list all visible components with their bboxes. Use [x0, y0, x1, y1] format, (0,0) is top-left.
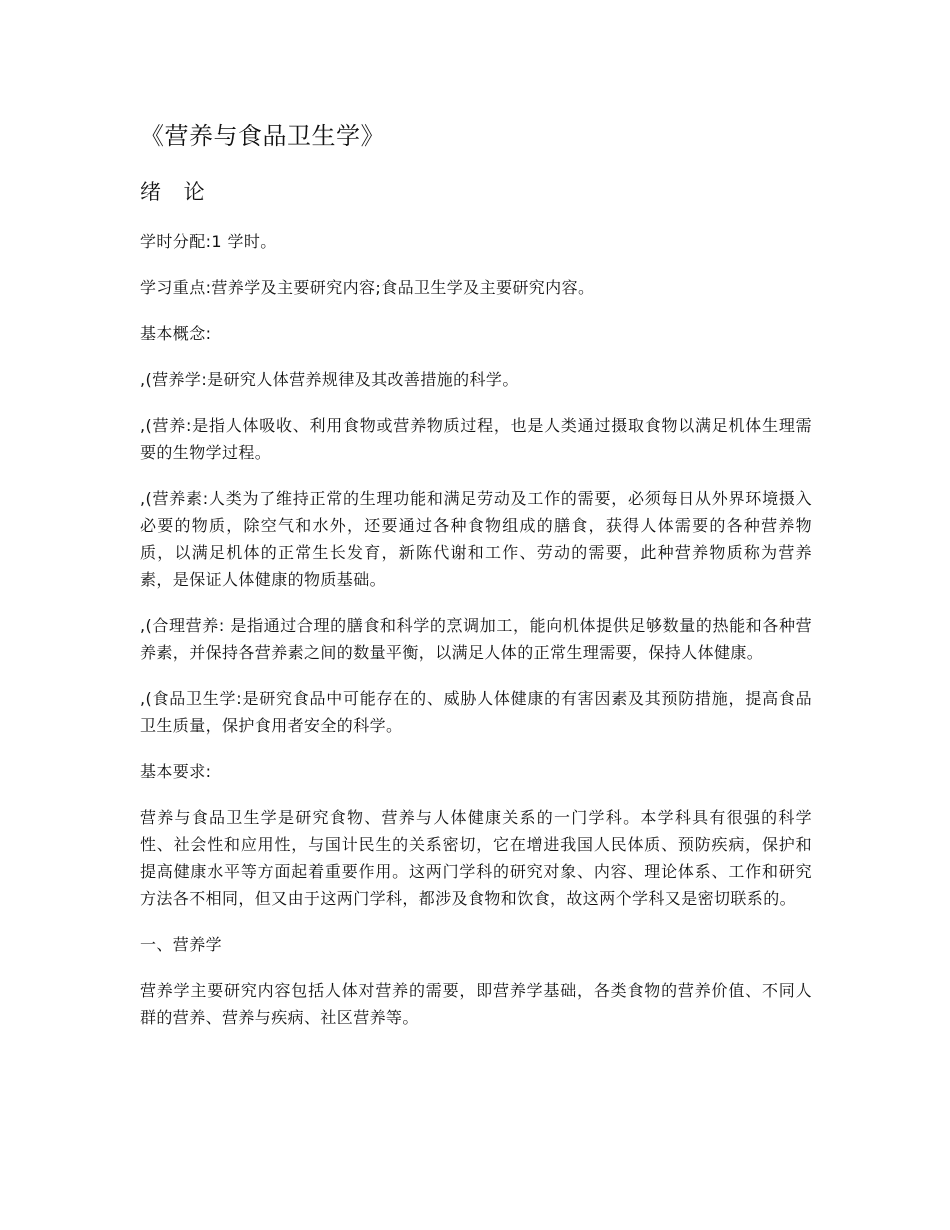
document-page: [140, 118, 812, 1050]
paragraph-nutriology-content: 营养学主要研究内容包括人体对营养的需要，即营养学基础，各类食物的营养价值、不同人群的营养、营养与疾病、社区营养等。: [140, 981, 812, 1027]
paragraph-nutrients: ,(营养素:人类为了维持正常的生理功能和满足劳动及工作的需要，必须每日从外界环境摄入必要的物质，除空气和水外，还要通过各种食物组成的膳食，获得人体需要的各种营养物质，以满足机体的正常生长发育，新陈代谢和工作、劳动的需要，此种营养物质称为营养素，是保证人体健康的物质基础。: [140, 489, 812, 589]
paragraph-basic-concepts-heading: 基本概念:: [140, 324, 212, 343]
section-title: 绪 论: [140, 180, 213, 204]
paragraph-nutrition: ,(营养:是指人体吸收、利用食物或营养物质过程，也是人类通过摄取食物以满足机体生理需要的生物学过程。: [140, 416, 812, 462]
paragraph-rational-nutrition: ,(合理营养: 是指通过合理的膳食和科学的烹调加工，能向机体提供足够数量的热能和各种营养素，并保持各营养素之间的数量平衡，以满足人体的正常生理需要，保持人体健康。: [140, 616, 812, 662]
paragraph-subheading-nutriology: 一、营养学: [140, 935, 223, 954]
paragraph-key-points: 学习重点:营养学及主要研究内容;食品卫生学及主要研究内容。: [140, 278, 595, 297]
paragraph-basic-requirements-heading: 基本要求:: [140, 762, 212, 781]
paragraph-food-hygiene: ,(食品卫生学:是研究食品中可能存在的、威胁人体健康的有害因素及其预防措施，提高食品卫生质量，保护食用者安全的科学。: [140, 689, 812, 735]
paragraph-hours: 学时分配:1 学时。: [140, 232, 277, 251]
paragraph-nutriology: ,(营养学:是研究人体营养规律及其改善措施的科学。: [140, 370, 519, 389]
document-title: 《营养与食品卫生学》: [140, 122, 385, 150]
paragraph-basic-requirements: 营养与食品卫生学是研究食物、营养与人体健康关系的一门学科。本学科具有很强的科学性、社会性和应用性，与国计民生的关系密切，它在增进我国人民体质、预防疾病，保护和提高健康水平等方面起着重要作用。这两门学科的研究对象、内容、理论体系、工作和研究方法各不相同，但又由于这两门学科，都涉及食物和饮食，故这两个学科又是密切联系的。: [140, 808, 812, 908]
